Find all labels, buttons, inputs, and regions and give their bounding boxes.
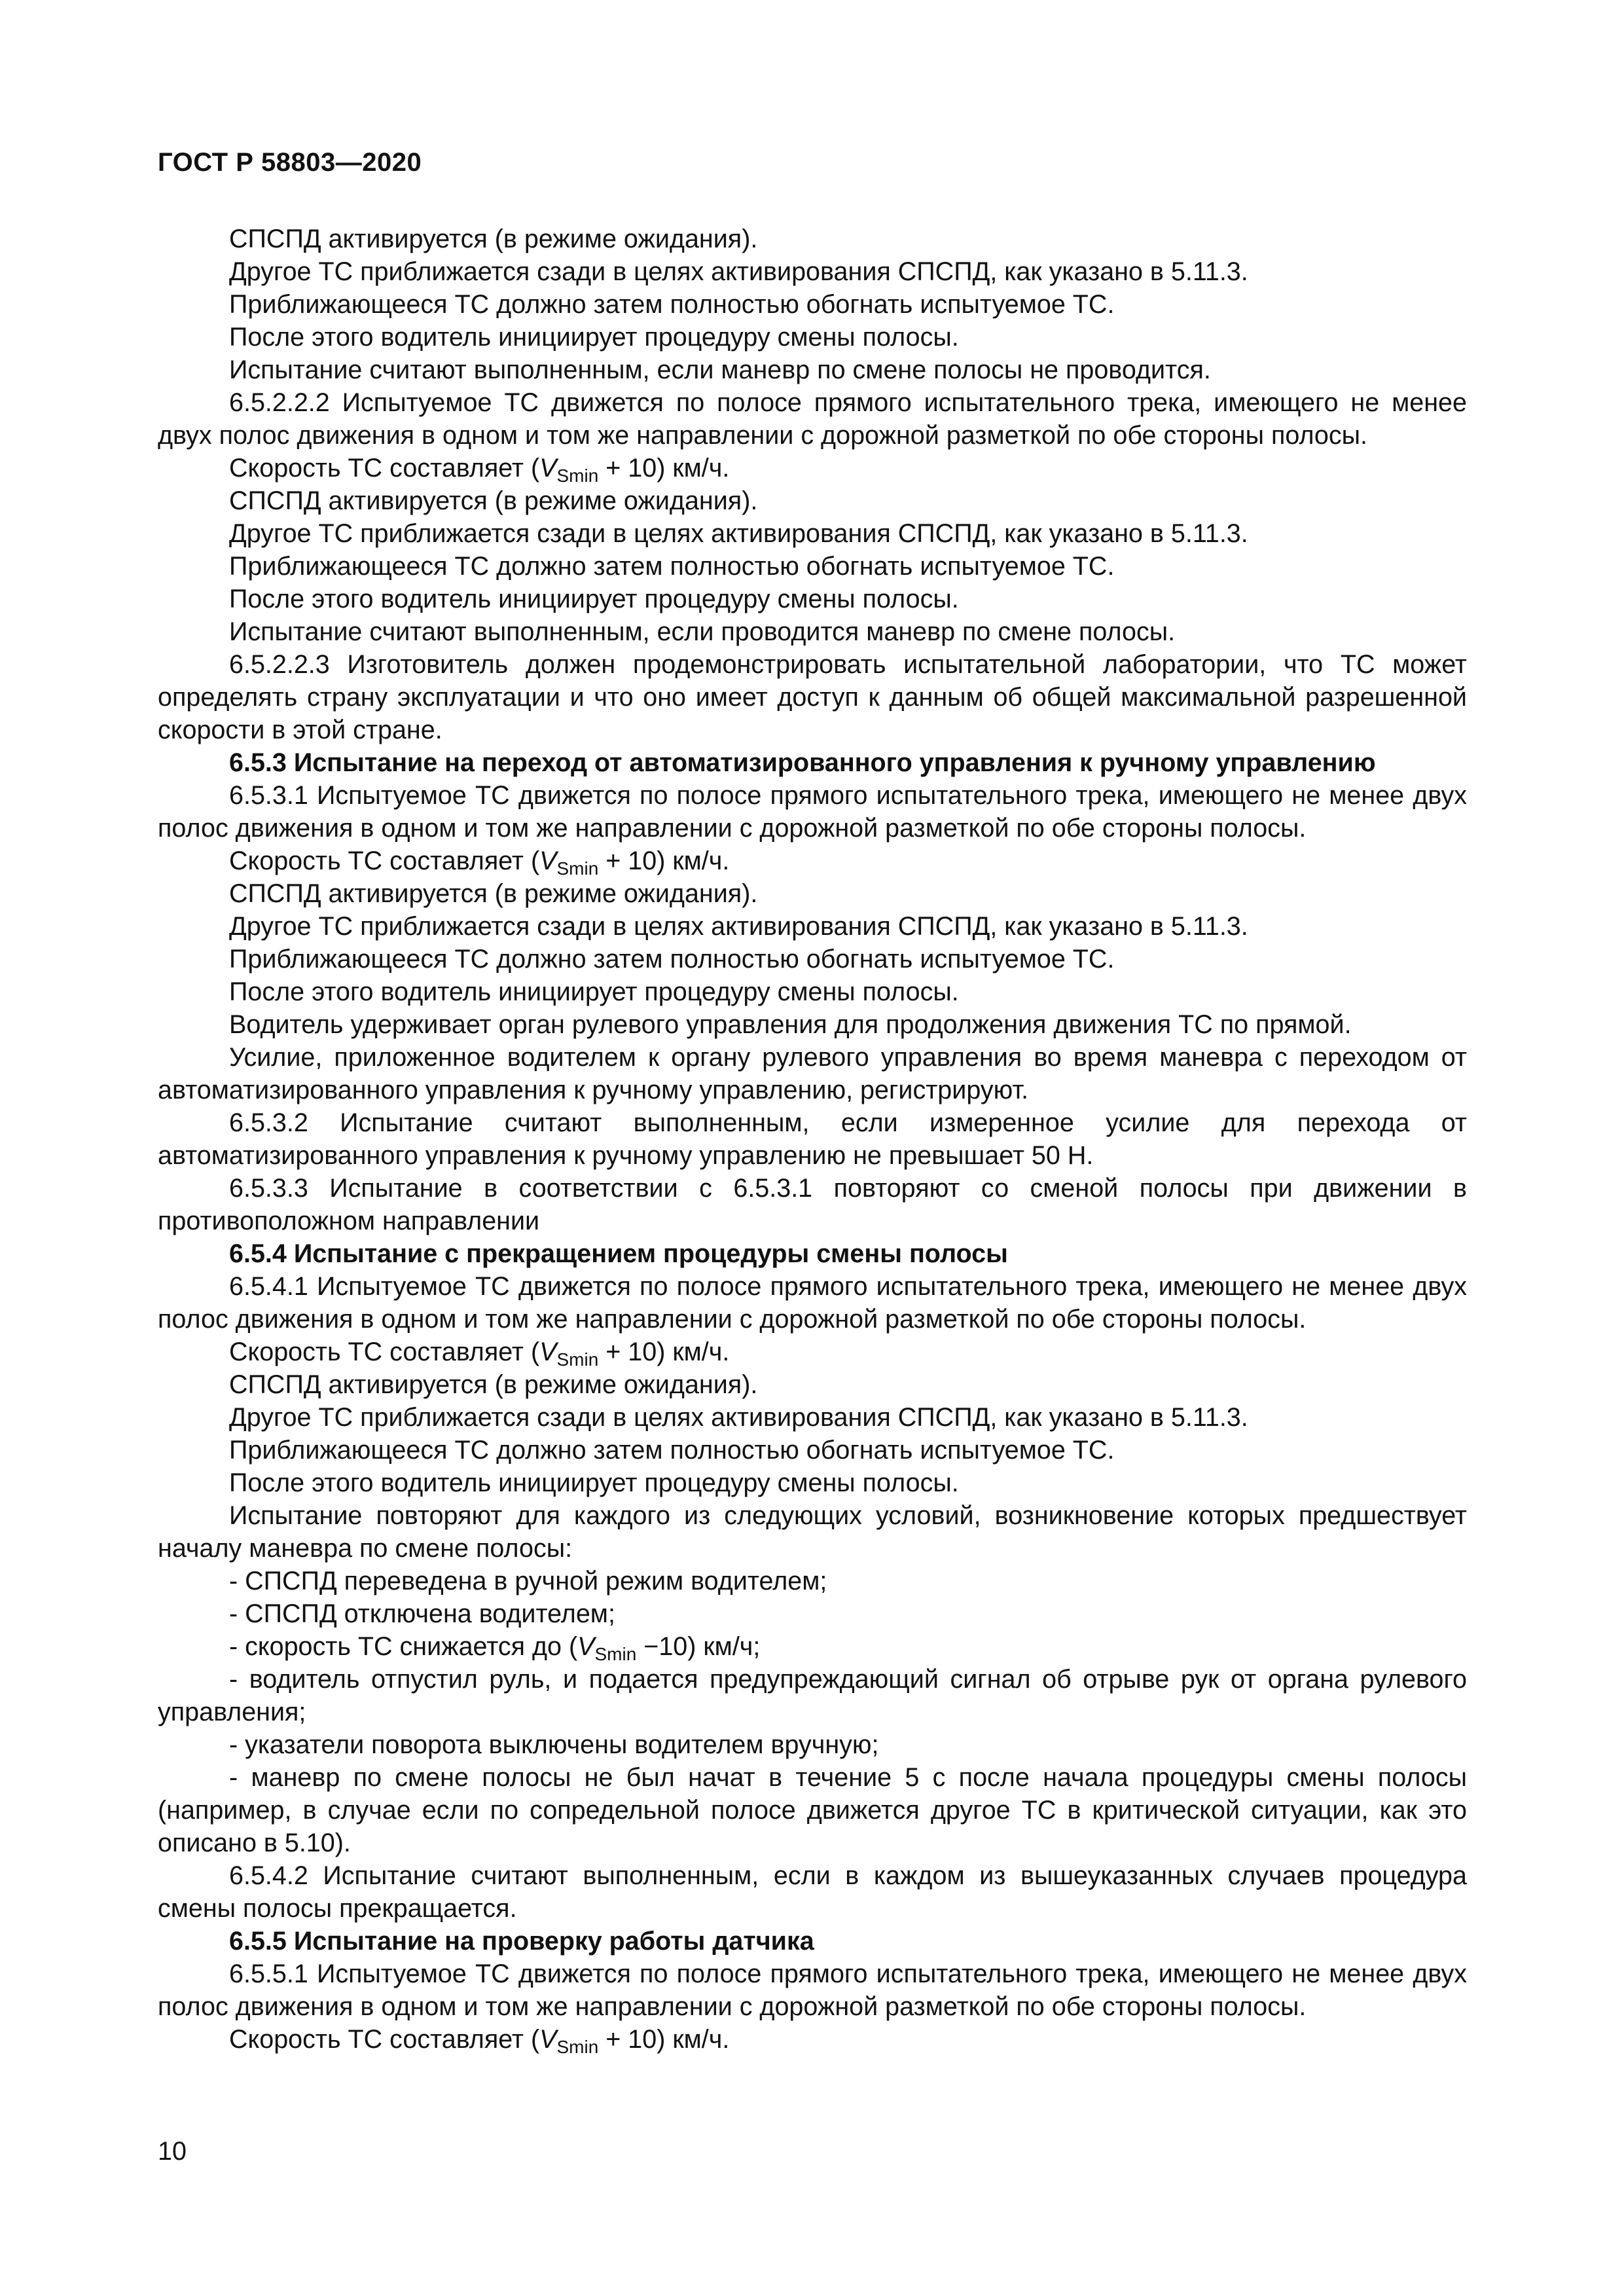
paragraph: СПСПД активируется (в режиме ожидания). [229, 1370, 758, 1399]
paragraph: СПСПД активируется (в режиме ожидания). [229, 879, 758, 908]
paragraph: Другое ТС приближается сзади в целях активирования СПСПД, как указано в 5.11.3. [229, 519, 1248, 548]
document-body [158, 223, 1467, 2056]
paragraph: Водитель удерживает орган рулевого управления для продолжения движения ТС по прямой. [229, 1010, 1352, 1039]
paragraph-clause-6-5-2-2-2: 6.5.2.2.2 Испытуемое ТС движется по полосе прямого испытательного трека, имеющего не менее двух полос движения в одном и том же направлении с дорожной разметкой по обе стороны полосы. [158, 388, 1467, 450]
paragraph-clause-6-5-3-3: 6.5.3.3 Испытание в соответствии с 6.5.3.1 повторяют со сменой полосы при движении в противоположном направлении [158, 1174, 1467, 1235]
paragraph: После этого водитель инициирует процедуру смены полосы. [229, 323, 959, 352]
paragraph: СПСПД активируется (в режиме ожидания). [229, 225, 758, 253]
list-item: - маневр по смене полосы не был начат в течение 5 с после начала процедуры смены полосы (например, в случае если по сопредельной полосе движется другое ТС в критической ситуации, как это описано в 5.10). [158, 1763, 1467, 1857]
paragraph: Приближающееся ТС должно затем полностью обогнать испытуемое ТС. [229, 1436, 1115, 1465]
list-item: - указатели поворота выключены водителем вручную; [229, 1730, 879, 1759]
section-heading-6-5-3: 6.5.3 Испытание на переход от автоматизированного управления к ручному управлению [229, 748, 1376, 777]
list-item-speed: - скорость ТС снижается до $(V_{Smin} -10)$ км/ч; [229, 1632, 761, 1664]
paragraph: СПСПД активируется (в режиме ожидания). [229, 486, 758, 515]
paragraph: Приближающееся ТС должно затем полностью обогнать испытуемое ТС. [229, 552, 1115, 581]
paragraph: Другое ТС приближается сзади в целях активирования СПСПД, как указано в 5.11.3. [229, 257, 1248, 286]
section-heading-6-5-4: 6.5.4 Испытание с прекращением процедуры смены полосы [229, 1239, 1008, 1268]
paragraph: Испытание считают выполненным, если маневр по смене полосы не проводится. [229, 355, 1211, 384]
paragraph: После этого водитель инициирует процедуру смены полосы. [229, 977, 959, 1006]
paragraph-clause-6-5-3-2: 6.5.3.2 Испытание считают выполненным, если измеренное усилие для перехода от автоматизированного управления к ручному управлению не превышает 50 Н. [158, 1108, 1467, 1170]
paragraph-clause-6-5-4-1: 6.5.4.1 Испытуемое ТС движется по полосе прямого испытательного трека, имеющего не менее двух полос движения в одном и том же направлении с дорожной разметкой по обе стороны полосы. [158, 1272, 1467, 1334]
page-number: 10 [158, 2137, 187, 2166]
paragraph: Другое ТС приближается сзади в целях активирования СПСПД, как указано в 5.11.3. [229, 1403, 1248, 1432]
list-item: - СПСПД переведена в ручной режим водителем; [229, 1567, 827, 1595]
paragraph-clause-6-5-4-2: 6.5.4.2 Испытание считают выполненным, если в каждом из вышеуказанных случаев процедура смены полосы прекращается. [158, 1861, 1467, 1923]
paragraph: Приближающееся ТС должно затем полностью обогнать испытуемое ТС. [229, 290, 1115, 319]
list-item: - водитель отпустил руль, и подается предупреждающий сигнал об отрыве рук от органа рулевого управления; [158, 1665, 1467, 1726]
paragraph: После этого водитель инициирует процедуру смены полосы. [229, 585, 959, 613]
paragraph: Испытание повторяют для каждого из следующих условий, возникновение которых предшествует началу маневра по смене полосы: [158, 1501, 1467, 1563]
paragraph-speed: Скорость ТС составляет $(V_{Smin} + 10)$ км/ч. [229, 2025, 730, 2057]
paragraph: Другое ТС приближается сзади в целях активирования СПСПД, как указано в 5.11.3. [229, 912, 1248, 941]
paragraph: Приближающееся ТС должно затем полностью обогнать испытуемое ТС. [229, 945, 1115, 974]
section-heading-6-5-5: 6.5.5 Испытание на проверку работы датчика [229, 1927, 814, 1956]
paragraph-clause-6-5-3-1: 6.5.3.1 Испытуемое ТС движется по полосе прямого испытательного трека, имеющего не менее двух полос движения в одном и том же направлении с дорожной разметкой по обе стороны полосы. [158, 781, 1467, 843]
paragraph-speed: Скорость ТС составляет $(V_{Smin} + 10)$ км/ч. [229, 1338, 730, 1370]
list-item: - СПСПД отключена водителем; [229, 1599, 615, 1628]
paragraph-clause-6-5-5-1: 6.5.5.1 Испытуемое ТС движется по полосе прямого испытательного трека, имеющего не менее двух полос движения в одном и том же направлении с дорожной разметкой по обе стороны полосы. [158, 1959, 1467, 2021]
paragraph-speed: Скорость ТС составляет $(V_{Smin} + 10)$ км/ч. [229, 847, 730, 879]
paragraph-clause-6-5-2-2-3: 6.5.2.2.3 Изготовитель должен продемонстрировать испытательной лаборатории, что ТС может определять страну эксплуатации и что оно имеет доступ к данным об общей максимальной разрешенной скорости в этой стране. [158, 650, 1467, 744]
paragraph: Испытание считают выполненным, если проводится маневр по смене полосы. [229, 617, 1176, 646]
document-header: ГОСТ Р 58803—2020 [158, 148, 422, 177]
paragraph: Усилие, приложенное водителем к органу рулевого управления во время маневра с переходом от автоматизированного управления к ручному управлению, регистрируют. [158, 1043, 1467, 1104]
paragraph: После этого водитель инициирует процедуру смены полосы. [229, 1468, 959, 1497]
paragraph-speed: Скорость ТС составляет $(V_{Smin} + 10)$ км/ч. [229, 454, 730, 486]
